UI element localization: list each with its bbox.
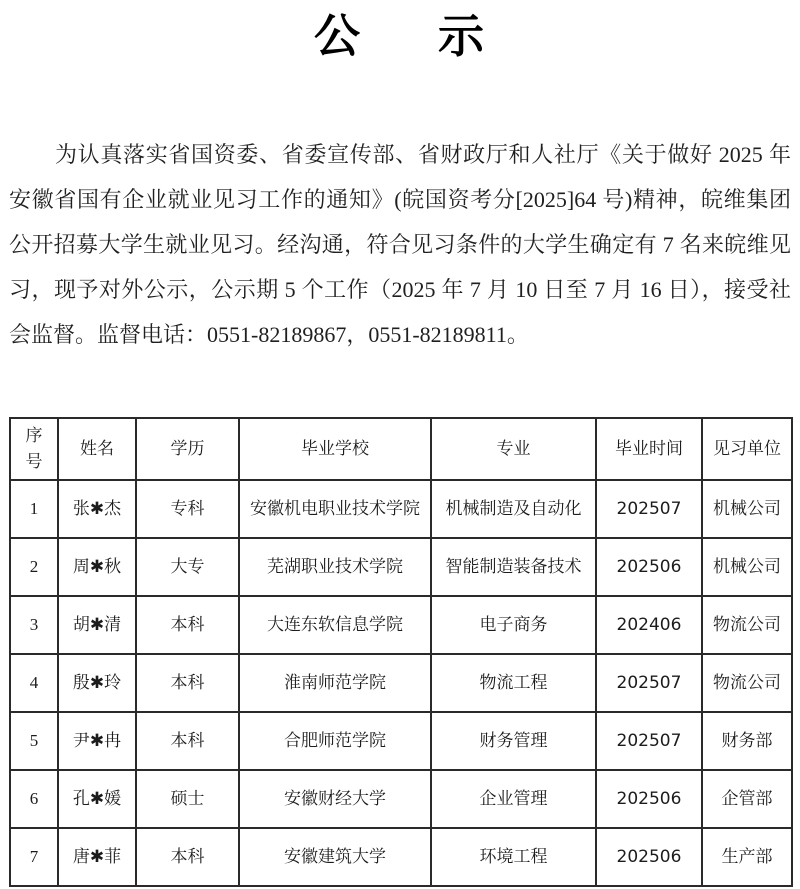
table-row xyxy=(10,828,792,886)
cell-school: 安徽机电职业技术学院 xyxy=(239,480,431,538)
cell-grad-time: 202406 xyxy=(596,596,702,654)
cell-name: 殷✱玲 xyxy=(58,654,136,712)
cell-seq: 6 xyxy=(10,770,58,828)
header-cell-seq xyxy=(10,418,58,480)
cell-name: 孔✱媛 xyxy=(58,770,136,828)
cell-major: 电子商务 xyxy=(431,596,596,654)
header-cell-name: 姓名 xyxy=(58,418,136,480)
cell-degree: 专科 xyxy=(136,480,239,538)
cell-degree: 大专 xyxy=(136,538,239,596)
cell-name: 周✱秋 xyxy=(58,538,136,596)
cell-seq: 1 xyxy=(10,480,58,538)
cell-major: 智能制造装备技术 xyxy=(431,538,596,596)
cell-unit: 机械公司 xyxy=(702,538,792,596)
cell-name: 尹✱冉 xyxy=(58,712,136,770)
cell-degree: 本科 xyxy=(136,654,239,712)
cell-grad-time: 202506 xyxy=(596,770,702,828)
cell-seq: 2 xyxy=(10,538,58,596)
cell-seq: 3 xyxy=(10,596,58,654)
recruits-table xyxy=(9,417,793,887)
table-row xyxy=(10,770,792,828)
cell-seq: 4 xyxy=(10,654,58,712)
cell-seq: 5 xyxy=(10,712,58,770)
page-title: 公 示 xyxy=(313,9,486,63)
cell-unit: 财务部 xyxy=(702,712,792,770)
cell-grad-time: 202507 xyxy=(596,654,702,712)
cell-grad-time: 202507 xyxy=(596,712,702,770)
cell-grad-time: 202506 xyxy=(596,538,702,596)
table-row xyxy=(10,538,792,596)
cell-school: 安徽财经大学 xyxy=(239,770,431,828)
cell-unit: 企管部 xyxy=(702,770,792,828)
cell-name: 胡✱清 xyxy=(58,596,136,654)
table-row xyxy=(10,712,792,770)
cell-school: 合肥师范学院 xyxy=(239,712,431,770)
header-cell-major: 专业 xyxy=(431,418,596,480)
cell-school: 淮南师范学院 xyxy=(239,654,431,712)
cell-major: 环境工程 xyxy=(431,828,596,886)
table-row xyxy=(10,480,792,538)
cell-degree: 硕士 xyxy=(136,770,239,828)
cell-major: 财务管理 xyxy=(431,712,596,770)
cell-degree: 本科 xyxy=(136,596,239,654)
table-header-row xyxy=(10,418,792,480)
cell-unit: 机械公司 xyxy=(702,480,792,538)
header-cell-unit: 见习单位 xyxy=(702,418,792,480)
cell-school: 安徽建筑大学 xyxy=(239,828,431,886)
cell-seq: 7 xyxy=(10,828,58,886)
cell-unit: 物流公司 xyxy=(702,596,792,654)
cell-grad-time: 202506 xyxy=(596,828,702,886)
header-cell-grad-time: 毕业时间 xyxy=(596,418,702,480)
cell-name: 唐✱菲 xyxy=(58,828,136,886)
cell-major: 物流工程 xyxy=(431,654,596,712)
cell-major: 企业管理 xyxy=(431,770,596,828)
header-label-seq: 序号 xyxy=(25,426,43,471)
cell-school: 芜湖职业技术学院 xyxy=(239,538,431,596)
table-row xyxy=(10,654,792,712)
cell-school: 大连东软信息学院 xyxy=(239,596,431,654)
header-cell-school: 毕业学校 xyxy=(239,418,431,480)
cell-degree: 本科 xyxy=(136,828,239,886)
cell-grad-time: 202507 xyxy=(596,480,702,538)
cell-name: 张✱杰 xyxy=(58,480,136,538)
table-row xyxy=(10,596,792,654)
notice-paragraph: 为认真落实省国资委、省委宣传部、省财政厅和人社厅《关于做好 2025 年安徽省国有企业就业见习工作的通知》(皖国资考分[2025]64 号)精神，皖维集团公开招募大学生就业见习。经沟通，符合见习条件的大学生确定有 7 名来皖维见习，现予对外公示，公示期 5 个工作（2025 年 7 月 10 日至 7 月 16 日），接受社会监督。监督电话：0551-82189867，0551-82189811。 xyxy=(9,142,791,347)
cell-degree: 本科 xyxy=(136,712,239,770)
header-cell-degree: 学历 xyxy=(136,418,239,480)
cell-major: 机械制造及自动化 xyxy=(431,480,596,538)
cell-unit: 生产部 xyxy=(702,828,792,886)
cell-unit: 物流公司 xyxy=(702,654,792,712)
